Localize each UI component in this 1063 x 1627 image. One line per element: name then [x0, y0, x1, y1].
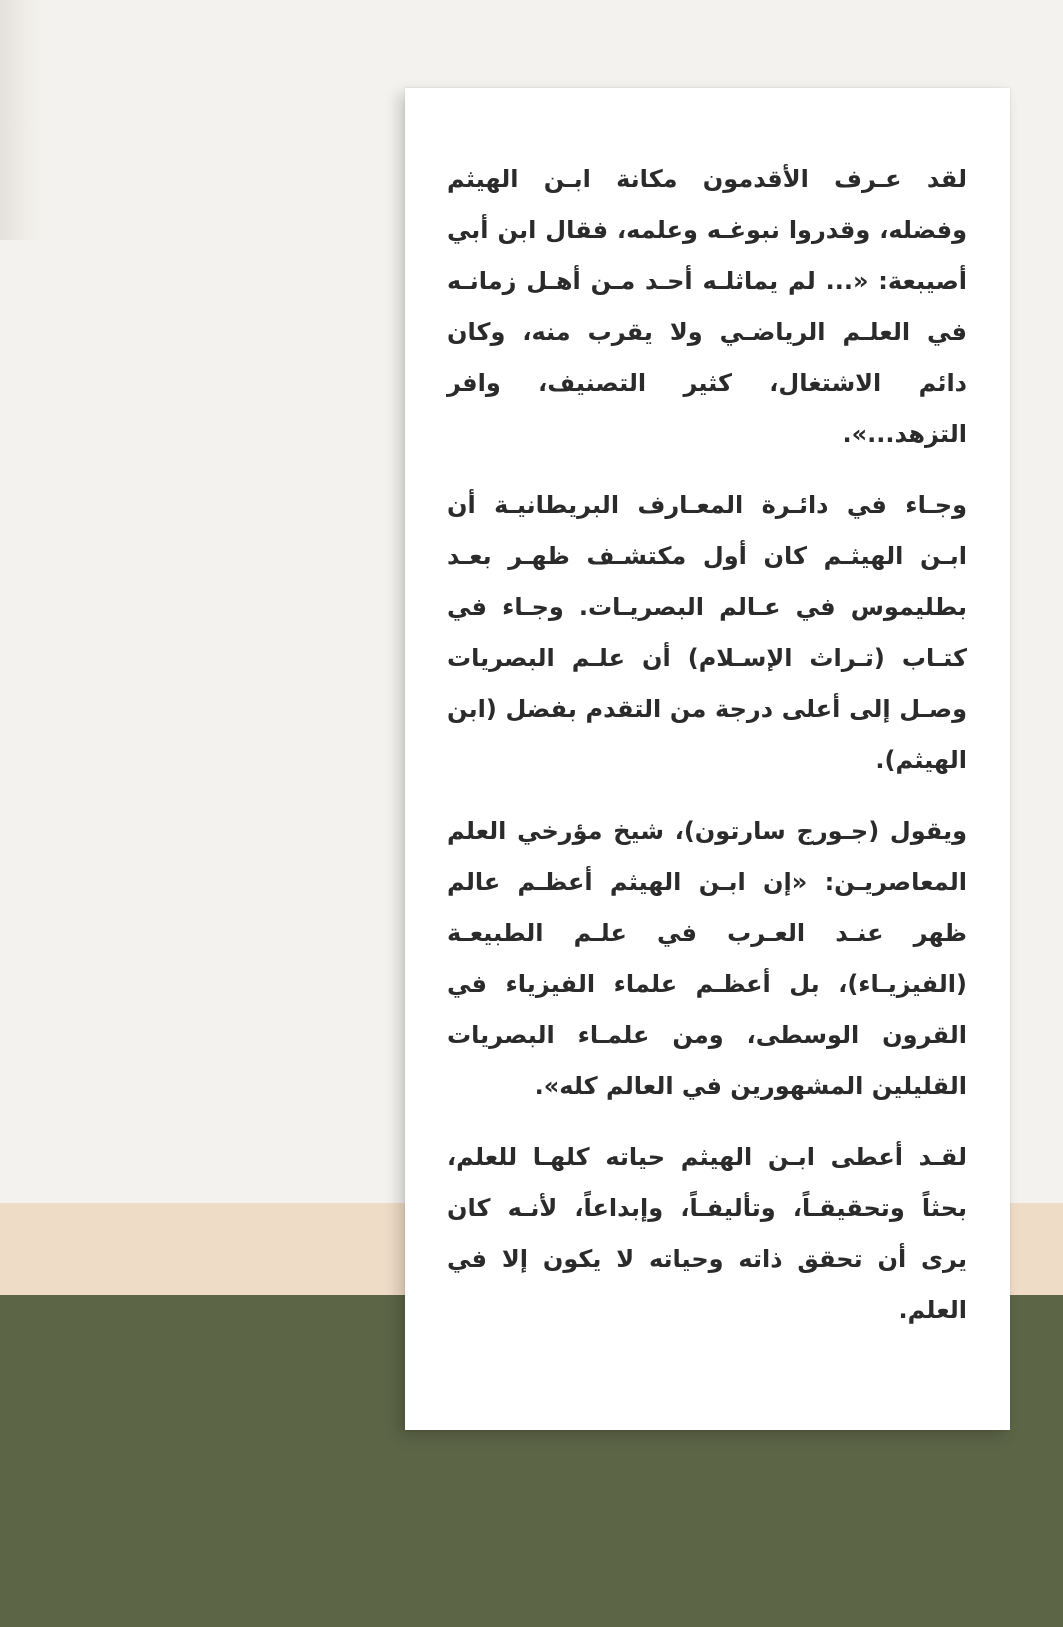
paragraph-3: ويقول (جـورج سارتون)، شيخ مؤرخي العلم المعاصريـن: «إن ابـن الهيثم أعظـم عالم ظهر عنـد العـرب في علـم الطبيعـة (الفيزيـاء)، بل أعظـم علماء الفيزياء في القرون الوسطى، ومن علمـاء البصريات القليلين المشهورين في العالم كله». [447, 817, 967, 1100]
card-text [447, 154, 967, 1336]
paragraph-1: لقد عـرف الأقدمون مكانة ابـن الهيثم وفضله، وقدروا نبوغـه وعلمه، فقال ابن أبي أصيبعة: «... لم يماثلـه أحـد مـن أهـل زمانـه في العلـم الرياضـي ولا يقرب منه، وكان دائم الاشتغال، كثير التصنيف، وافر التزهد...». [447, 165, 967, 448]
text-card [405, 88, 1010, 1430]
paragraph-2: وجـاء في دائـرة المعـارف البريطانيـة أن ابـن الهيثـم كان أول مكتشـف ظهـر بعـد بطليموس في عـالم البصريـات. وجـاء في كتـاب (تـراث الإسـلام) أن علـم البصريات وصـل إلى أعلى درجة من التقدم بفضل (ابن الهيثم). [447, 491, 967, 774]
paragraph-4: لقـد أعطى ابـن الهيثم حياته كلهـا للعلم، بحثاً وتحقيقـاً، وتأليفـاً، وإبداعاً، لأنـه كان يرى أن تحقق ذاته وحياته لا يكون إلا في العلم. [447, 1143, 967, 1324]
page-scuff [0, 0, 40, 240]
